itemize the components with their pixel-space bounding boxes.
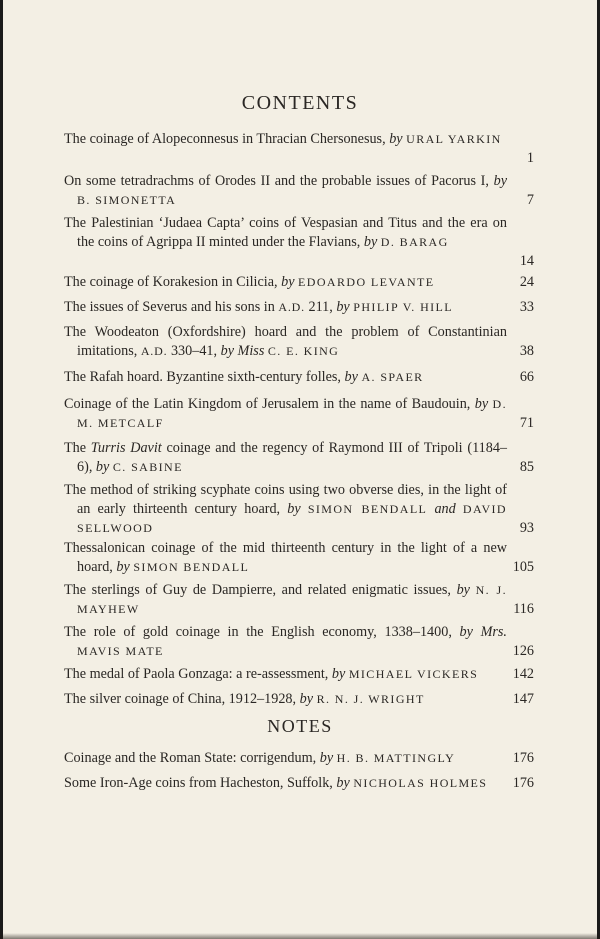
entry-page-number: 176 [512, 775, 534, 791]
contents-entry-text [64, 539, 507, 577]
contents-entry [64, 368, 534, 387]
notes-entry-text [64, 749, 507, 768]
contents-entry [64, 481, 534, 538]
entry-author: MAVIS MATE [77, 644, 164, 658]
contents-entry-text [64, 481, 507, 538]
bottom-shadow [0, 933, 600, 939]
entry-by: by [344, 369, 358, 385]
entry-title-part: The method of striking scyphate coins using two obverse dies, in the light of an early thirteenth century hoard, [64, 482, 507, 517]
entry-title-part: The coinage of Alopeconnesus in Thracian Chersonesus, [64, 131, 390, 147]
entry-by: by Miss [220, 343, 265, 359]
contents-entry-text [64, 323, 507, 361]
contents-entry-text [64, 439, 507, 477]
entry-author: D. M. METCALF [77, 397, 507, 430]
entry-title-part: On some tetradrachms of Orodes II and the probable issues of Pacorus I, [64, 173, 494, 189]
entry-title-part: Turris Davit [90, 440, 162, 456]
entry-title-part: The role of gold coinage in the English economy, 1338–1400, [64, 624, 460, 640]
entry-page-number: 24 [519, 274, 534, 290]
entry-page-number: 126 [512, 643, 534, 659]
contents-heading: CONTENTS [241, 92, 359, 114]
entry-page-number: 93 [519, 520, 534, 536]
notes-entry-text [64, 774, 507, 793]
entry-author: A. SPAER [361, 370, 424, 384]
contents-entry-text [64, 172, 507, 210]
entry-page-number: 66 [519, 369, 534, 385]
contents-entry [64, 665, 534, 684]
contents-entry [64, 323, 534, 361]
entry-title-part: Some Iron-Age coins from Hacheston, Suffolk, [64, 775, 337, 791]
entry-title-part: The medal of Paola Gonzaga: a re-assessment, [64, 666, 332, 682]
contents-entry-text [64, 214, 507, 252]
entry-author: D. BARAG [380, 235, 449, 249]
entry-by: by [287, 501, 301, 517]
notes-entry [64, 774, 534, 793]
entry-page-number: 116 [513, 601, 534, 617]
contents-entry-text [64, 665, 507, 684]
entry-title-part: coinage and the regency of Raymond III of Tripoli (1184–6), [77, 440, 508, 475]
contents-entry [64, 214, 534, 269]
entry-by: by [336, 299, 350, 315]
entry-title-part: 211, [304, 299, 337, 315]
entry-title-part: The coinage of Korakesion in Cilicia, [64, 274, 282, 290]
contents-entry-text [64, 368, 507, 387]
entry-title-part: The sterlings of Guy de Dampierre, and related enigmatic issues, [64, 582, 457, 598]
entry-title-part: The Palestinian ‘Judaea Capta’ coins of Vespasian and Titus and the era on the coins of Agrippa II minted under the Flavians, [64, 215, 507, 250]
entry-author: DAVID SELLWOOD [77, 502, 507, 535]
entry-title-part: The issues of Severus and his sons in [64, 299, 279, 315]
entry-by: by [363, 234, 378, 250]
entry-title-part: A.D. [278, 300, 305, 314]
entry-page-number: 85 [519, 459, 534, 475]
entry-by: by [281, 274, 295, 290]
entry-by: and [434, 501, 456, 517]
entry-author: PHILIP V. HILL [353, 300, 453, 314]
entry-by: by [95, 459, 110, 475]
entry-title-part [456, 501, 463, 517]
notes-entry [64, 749, 534, 768]
entry-title-part: The silver coinage of China, 1912–1928, [64, 691, 300, 707]
entry-title-part [301, 501, 308, 517]
entry-page-number: 71 [519, 415, 534, 431]
contents-entry-text [64, 690, 507, 709]
entry-by: by [116, 559, 130, 575]
left-page-edge [0, 0, 3, 939]
entry-by: by Mrs. [459, 624, 507, 640]
entry-title-part: The [64, 440, 91, 456]
entry-title-part: 330–41, [167, 343, 221, 359]
contents-entry [64, 273, 534, 292]
notes-heading: NOTES [267, 716, 333, 736]
entry-title-part: The Woodeaton (Oxfordshire) hoard and the problem of Constantinian imitations, [64, 324, 507, 359]
contents-entry [64, 623, 534, 661]
entry-page-number: 1 [526, 150, 534, 166]
contents-entry-text [64, 581, 507, 619]
contents-entry [64, 539, 534, 577]
entry-page-number: 7 [526, 192, 534, 208]
entry-author: NICHOLAS HOLMES [353, 776, 488, 790]
contents-entry [64, 581, 534, 619]
entry-by: by [319, 750, 334, 766]
entry-page-number: 105 [512, 559, 534, 575]
entry-title-part: Thessalonican coinage of the mid thirteenth century in the light of a new hoard, [64, 540, 507, 575]
contents-entry-text [64, 273, 507, 292]
entry-by: by [336, 775, 350, 791]
entry-by: by [299, 691, 314, 707]
entry-by: by [474, 396, 489, 412]
entry-by: by [331, 666, 346, 682]
contents-entry-text [64, 623, 507, 661]
entry-page-number: 142 [512, 666, 534, 682]
contents-entry [64, 395, 534, 433]
contents-entry-text [64, 298, 507, 317]
entry-title-part: Coinage and the Roman State: corrigendum, [64, 750, 320, 766]
contents-entry [64, 172, 534, 210]
contents-entry [64, 298, 534, 317]
contents-entry-text [64, 130, 507, 149]
entry-author: N. J. MAYHEW [77, 583, 507, 616]
contents-entry [64, 690, 534, 709]
entry-author: EDOARDO LEVANTE [298, 275, 435, 289]
entry-page-number: 38 [519, 343, 534, 359]
entry-title-part: A.D. [140, 344, 168, 358]
entry-author: C. E. KING [267, 344, 340, 358]
entry-page-number: 176 [512, 750, 534, 766]
entry-page-number: 33 [519, 299, 534, 315]
entry-by: by [456, 582, 470, 598]
entry-title-part: The Rafah hoard. Byzantine sixth-century folles, [64, 369, 345, 385]
entry-page-number: 14 [519, 253, 534, 269]
entry-author: H. B. MATTINGLY [336, 751, 456, 765]
entry-page-number: 147 [512, 691, 534, 707]
contents-entry [64, 130, 534, 166]
entry-author: MICHAEL VICKERS [348, 667, 479, 681]
entry-by: by [493, 173, 507, 189]
entry-author: URAL YARKIN [406, 132, 502, 146]
contents-entry [64, 439, 534, 477]
entry-author: B. SIMONETTA [77, 193, 177, 207]
entry-author: R. N. J. WRIGHT [316, 692, 425, 706]
entry-by: by [389, 131, 403, 147]
contents-entry-text [64, 395, 507, 433]
entry-author: SIMON BENDALL [133, 560, 250, 574]
entry-author: C. SABINE [112, 460, 183, 474]
entry-title-part: Coinage of the Latin Kingdom of Jerusalem in the name of Baudouin, [64, 396, 475, 412]
entry-author: SIMON BENDALL [307, 502, 428, 516]
